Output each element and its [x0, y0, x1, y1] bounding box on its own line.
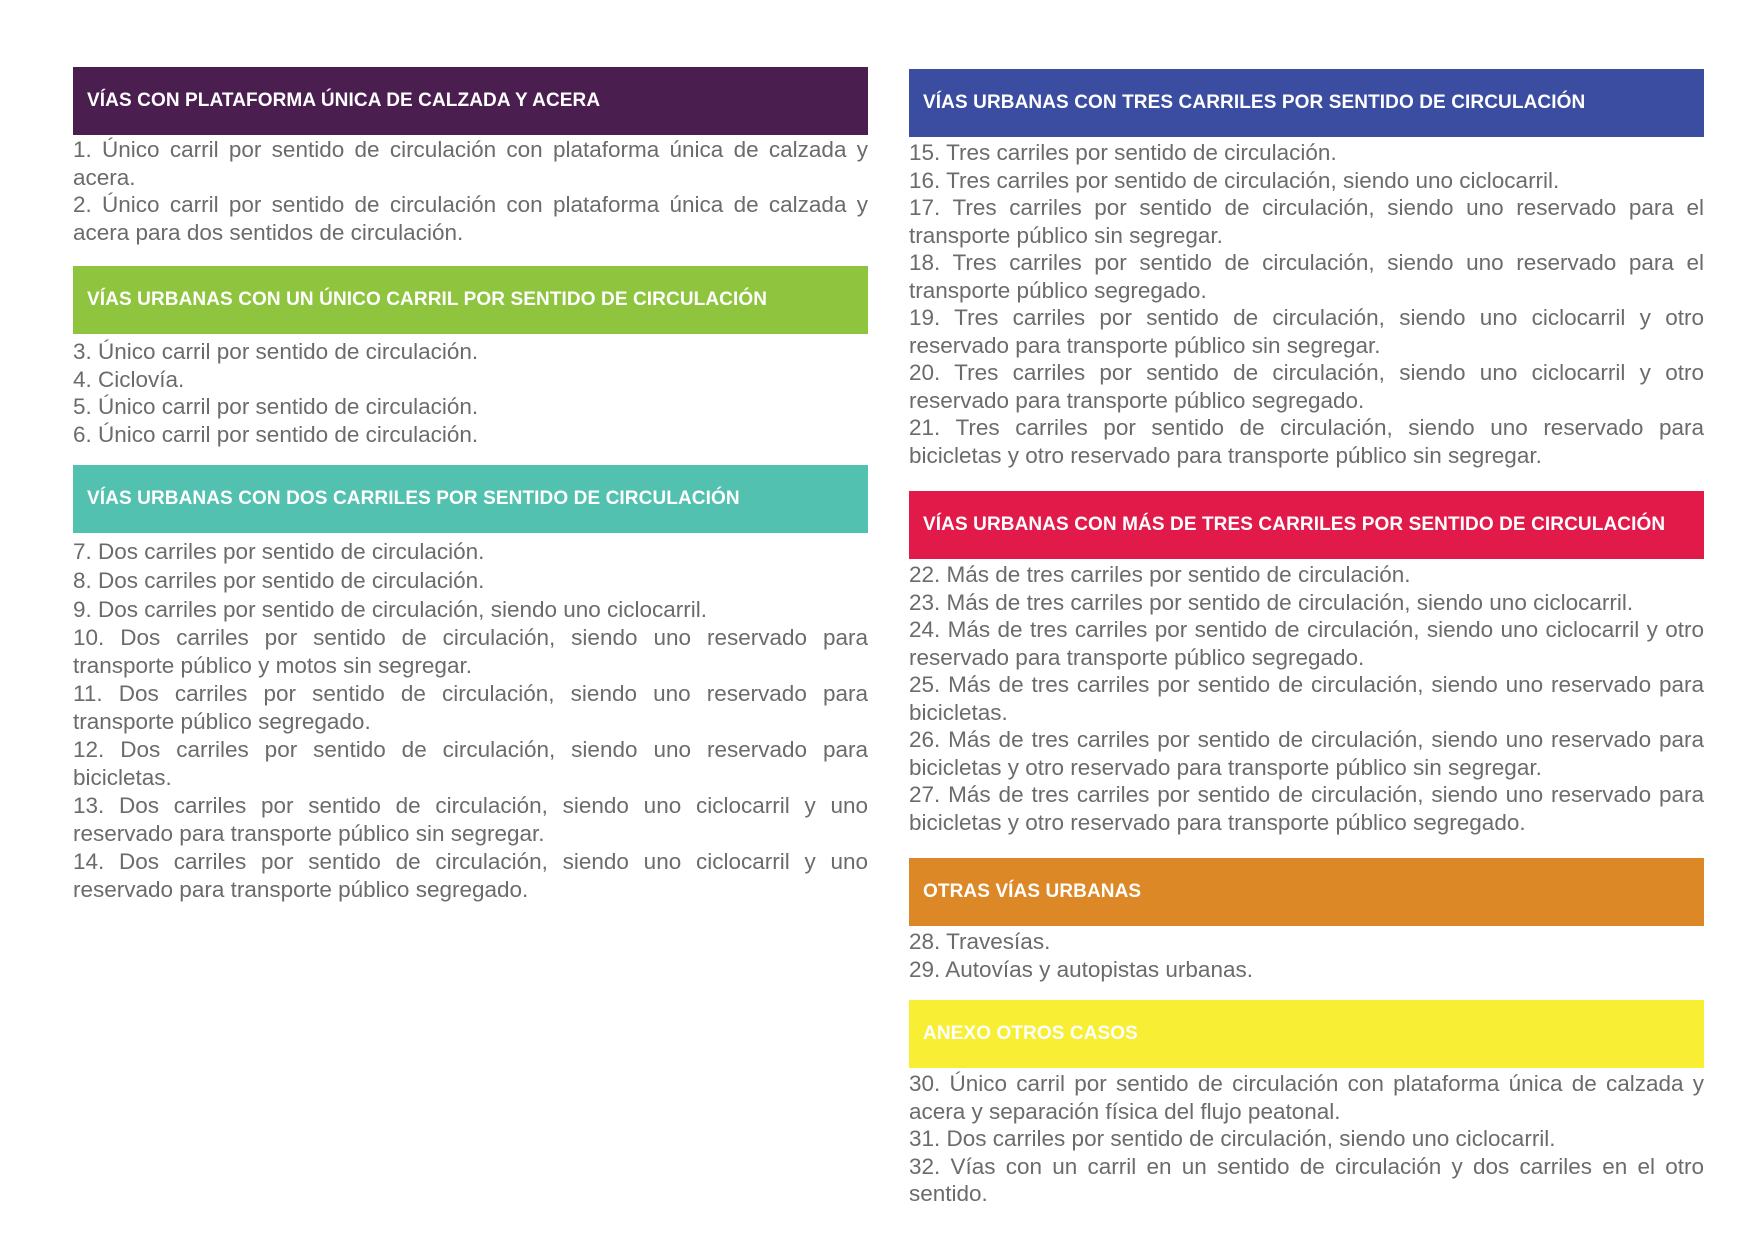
list-item: 23. Más de tres carriles por sentido de circulación, siendo uno ciclocarril.: [909, 589, 1634, 615]
list-item: 9. Dos carriles por sentido de circulación, siendo uno ciclocarril.: [73, 597, 708, 622]
section-title: ANEXO OTROS CASOS: [923, 1023, 1138, 1044]
list-item: 31. Dos carriles por sentido de circulación, siendo uno ciclocarril.: [909, 1126, 1556, 1151]
section-dos-carriles: [73, 465, 868, 904]
section-header: [909, 491, 1704, 559]
list-item: 12. Dos carriles por sentido de circulación, siendo uno reservado para bicicletas.: [73, 737, 868, 790]
list-item: 4. Ciclovía.: [73, 366, 185, 392]
list-item: 32. Vías con un carril en un sentido de circulación y dos carriles en el otro sentido.: [909, 1153, 1704, 1206]
list-item: 24. Más de tres carriles por sentido de circulación, siendo uno ciclocarril y otro reservado para transporte público segregado.: [909, 617, 1704, 670]
section-header: [909, 1000, 1704, 1068]
item-list: [73, 136, 868, 246]
item-list: [73, 537, 868, 904]
list-item: 14. Dos carriles por sentido de circulación, siendo uno ciclocarril y uno reservado para transporte público segregado.: [73, 849, 868, 902]
section-plataforma-unica: [73, 67, 868, 246]
section-tres-carriles: [909, 69, 1704, 469]
list-item: 27. Más de tres carriles por sentido de circulación, siendo uno reservado para bicicletas y otro reservado para transporte público segregado.: [909, 782, 1704, 835]
section-title: VÍAS URBANAS CON UN ÚNICO CARRIL POR SENTIDO DE CIRCULACIÓN: [87, 289, 768, 310]
list-item: 8. Dos carriles por sentido de circulación.: [73, 568, 485, 593]
section-otras-vias: [909, 858, 1704, 983]
section-mas-de-tres: [909, 491, 1704, 836]
section-header: [73, 266, 868, 334]
list-item: 11. Dos carriles por sentido de circulación, siendo uno reservado para transporte público segregado.: [73, 681, 868, 734]
list-item: 7. Dos carriles por sentido de circulación.: [73, 539, 485, 564]
section-title: VÍAS URBANAS CON TRES CARRILES POR SENTIDO DE CIRCULACIÓN: [923, 92, 1586, 113]
list-item: 15. Tres carriles por sentido de circulación.: [909, 140, 1337, 165]
section-title: VÍAS URBANAS CON MÁS DE TRES CARRILES POR SENTIDO DE CIRCULACIÓN: [923, 514, 1666, 535]
list-item: 6. Único carril por sentido de circulación.: [73, 421, 479, 447]
list-item: 17. Tres carriles por sentido de circulación, siendo uno reservado para el transporte público sin segregar.: [909, 195, 1704, 248]
list-item: 16. Tres carriles por sentido de circulación, siendo uno ciclocarril.: [909, 167, 1560, 193]
list-item: 25. Más de tres carriles por sentido de circulación, siendo uno reservado para bicicletas.: [909, 672, 1704, 725]
section-un-carril: [73, 266, 868, 448]
section-title: VÍAS URBANAS CON DOS CARRILES POR SENTIDO DE CIRCULACIÓN: [87, 488, 740, 509]
list-item: 26. Más de tres carriles por sentido de circulación, siendo uno reservado para bicicletas y otro reservado para transporte público sin segregar.: [909, 727, 1704, 780]
list-item: 20. Tres carriles por sentido de circulación, siendo uno ciclocarril y otro reservado para transporte público segregado.: [909, 360, 1704, 413]
section-title: OTRAS VÍAS URBANAS: [923, 881, 1142, 902]
list-item: 28. Travesías.: [909, 929, 1051, 954]
item-list: [909, 561, 1704, 836]
section-anexo: [909, 1000, 1704, 1208]
list-item: 13. Dos carriles por sentido de circulación, siendo uno ciclocarril y uno reservado para transporte público sin segregar.: [73, 793, 868, 846]
section-header: [73, 67, 868, 135]
list-item: 10. Dos carriles por sentido de circulación, siendo uno reservado para transporte público y motos sin segregar.: [73, 625, 868, 678]
item-list: [909, 928, 1704, 983]
item-list: [909, 1070, 1704, 1208]
item-list: [909, 139, 1704, 469]
list-item: 5. Único carril por sentido de circulación.: [73, 394, 479, 419]
section-header: [909, 858, 1704, 926]
section-title: VÍAS CON PLATAFORMA ÚNICA DE CALZADA Y ACERA: [87, 90, 601, 111]
list-item: 19. Tres carriles por sentido de circulación, siendo uno ciclocarril y otro reservado para transporte público sin segregar.: [909, 305, 1704, 358]
list-item: 21. Tres carriles por sentido de circulación, siendo uno reservado para bicicletas y otro reservado para transporte público sin segregar.: [909, 415, 1704, 468]
list-item: 18. Tres carriles por sentido de circulación, siendo uno reservado para el transporte público segregado.: [909, 250, 1704, 303]
list-item: 30. Único carril por sentido de circulación con plataforma única de calzada y acera y separación física del flujo peatonal.: [909, 1071, 1704, 1124]
list-item: 29. Autovías y autopistas urbanas.: [909, 956, 1253, 982]
item-list: [73, 338, 868, 448]
list-item: 2. Único carril por sentido de circulación con plataforma única de calzada y acera para dos sentidos de circulación.: [73, 192, 868, 245]
list-item: 22. Más de tres carriles por sentido de circulación.: [909, 562, 1411, 587]
section-header: [73, 465, 868, 533]
list-item: 3. Único carril por sentido de circulación.: [73, 339, 479, 364]
section-header: [909, 69, 1704, 137]
list-item: 1. Único carril por sentido de circulación con plataforma única de calzada y acera.: [73, 137, 868, 190]
